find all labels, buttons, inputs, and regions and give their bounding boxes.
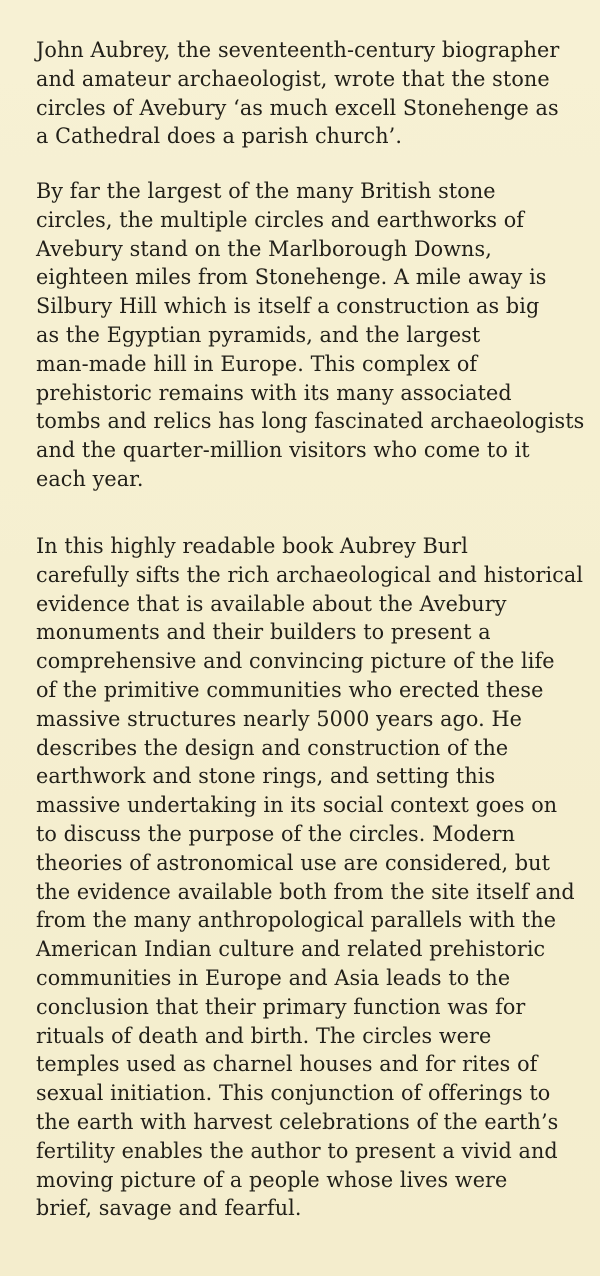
text-line: to discuss the purpose of the circles. Modern [36, 821, 516, 846]
text-line: In this highly readable book Aubrey Burl [36, 534, 469, 558]
text-line: earthwork and stone rings, and setting this [36, 764, 496, 789]
text-line: evidence that is available about the Avebury [36, 591, 507, 616]
text-line: massive structures nearly 5000 years ago. He [36, 706, 522, 731]
text-line: comprehensive and convincing picture of the life [36, 649, 555, 674]
paragraph-aubrey-quote [36, 36, 596, 151]
text-line: moving picture of a people whose lives were [36, 1167, 508, 1192]
text-line: conclusion that their primary function was for [36, 994, 526, 1019]
text-line: fertility enables the author to present a vivid and [36, 1138, 558, 1163]
text-line: circles of Avebury ‘as much excell Stonehenge as [36, 95, 559, 120]
text-line: By far the largest of the many British stone [36, 179, 496, 203]
text-line: a Cathedral does a parish church’. [36, 124, 403, 149]
text-line: Silbury Hill which is itself a construction as big [36, 294, 540, 319]
text-line: eighteen miles from Stonehenge. A mile away is [36, 265, 547, 290]
text-line: and amateur archaeologist, wrote that the stone [36, 66, 550, 91]
text-line: brief, savage and fearful. [36, 1196, 302, 1221]
text-line: describes the design and construction of the [36, 735, 509, 760]
text-line: rituals of death and birth. The circles were [36, 1023, 492, 1048]
text-line: massive undertaking in its social context goes on [36, 793, 558, 818]
paragraph-avebury-description [36, 177, 596, 494]
text-line: each year. [36, 466, 144, 491]
text-line: circles, the multiple circles and earthworks of [36, 207, 525, 232]
text-line: carefully sifts the rich archaeological and historical [36, 562, 584, 587]
text-line: as the Egyptian pyramids, and the largest [36, 322, 481, 347]
text-line: and the quarter-million visitors who come to it [36, 438, 530, 463]
text-line: of the primitive communities who erected these [36, 677, 544, 702]
paragraph-book-summary [36, 532, 596, 1223]
text-line: tombs and relics has long fascinated archaeologists [36, 409, 585, 434]
text-line: man-made hill in Europe. This complex of [36, 351, 478, 376]
text-line: the evidence available both from the site itself and [36, 879, 575, 904]
text-line: theories of astronomical use are considered, but [36, 850, 551, 875]
text-line: sexual initiation. This conjunction of offerings to [36, 1081, 551, 1106]
text-line: communities in Europe and Asia leads to the [36, 965, 511, 990]
text-line: John Aubrey, the seventeenth-century biographer [36, 38, 560, 62]
text-line: monuments and their builders to present a [36, 620, 491, 645]
text-line: American Indian culture and related prehistoric [36, 937, 546, 962]
text-line: prehistoric remains with its many associated [36, 380, 512, 405]
text-line: the earth with harvest celebrations of the earth’s [36, 1109, 559, 1134]
text-line: Avebury stand on the Marlborough Downs, [36, 236, 492, 261]
text-line: from the many anthropological parallels with the [36, 908, 557, 933]
text-line: temples used as charnel houses and for rites of [36, 1052, 538, 1077]
